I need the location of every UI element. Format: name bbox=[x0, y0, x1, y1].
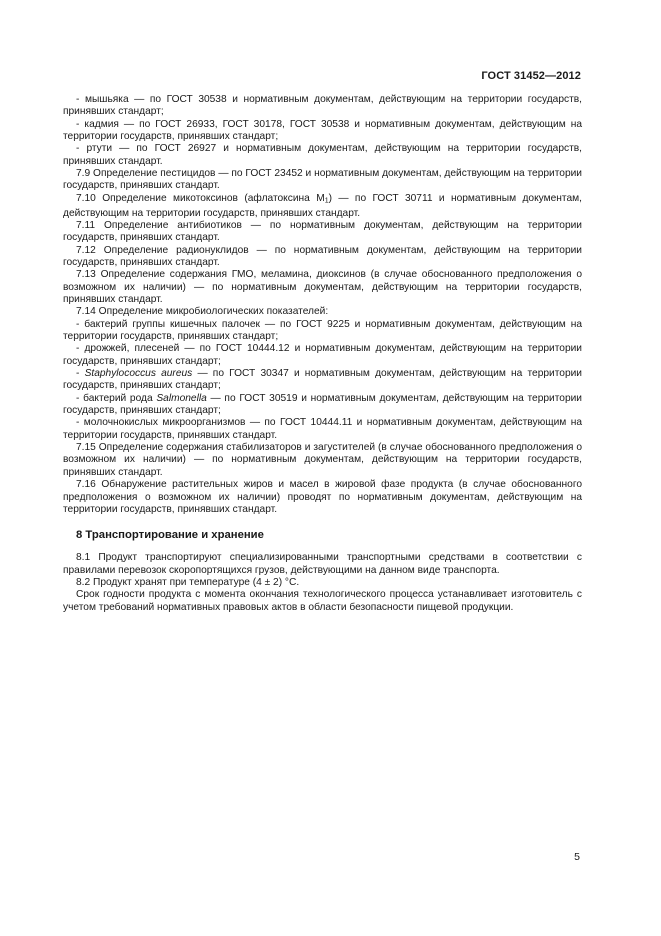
section-8-title: 8 Транспортирование и хранение bbox=[76, 529, 264, 542]
page-number: 5 bbox=[574, 851, 580, 863]
paragraph-arsenic: - мышьяка — по ГОСТ 30538 и нормативным документам, действующим на территории государств, принявших стандарт; bbox=[63, 94, 582, 118]
salmonella-prefix: - бактерий рода bbox=[76, 392, 157, 404]
salmonella-rest: — по ГОСТ 30519 и нормативным документам, действующим на территории государств, принявших стандарт; bbox=[63, 392, 582, 417]
paragraph-7-14: 7.14 Определение микробиологических показателей: bbox=[76, 306, 329, 318]
staph-prefix: - bbox=[76, 368, 85, 380]
paragraph-7-9: 7.9 Определение пестицидов — по ГОСТ 23452 и нормативным документам, действующим на территории государств, принявших стандарт. bbox=[63, 168, 582, 192]
staph-rest: — по ГОСТ 30347 и нормативным документам, действующим на территории государств, принявших стандарт; bbox=[63, 368, 582, 392]
paragraph-cadmium: - кадмия — по ГОСТ 26933, ГОСТ 30178, ГОСТ 30538 и нормативным документам, действующим на территории государств, принявших стандарт; bbox=[63, 118, 582, 143]
paragraph-7-13: 7.13 Определение содержания ГМО, меламина, диоксинов (в случае обоснованного предположения о возможном их наличии) — по нормативным документам, действующим на территории государств, принявших стандарт. bbox=[63, 269, 582, 305]
paragraph-mercury: - ртути — по ГОСТ 26927 и нормативным документам, действующим на территории государств, принявших стандарт. bbox=[63, 143, 582, 167]
paragraph-yeast-mold: - дрожжей, плесеней — по ГОСТ 10444.12 и нормативным документам, действующим на территории государств, принявших стандарт; bbox=[63, 343, 582, 367]
paragraph-staphylococcus bbox=[63, 368, 582, 393]
paragraph-8-1: 8.1 Продукт транспортируют специализированными транспортными средствами в соответствии с правилами перевозок скоропортящихся грузов, действующими на данном виде транспорта. bbox=[63, 552, 582, 576]
paragraph-7-10-end: ) — по ГОСТ 30711 и нормативным документам, действующим на территории государств, принявших стандарт. bbox=[63, 192, 582, 219]
paragraph-salmonella bbox=[63, 393, 582, 418]
paragraph-lactic: - молочнокислых микроорганизмов — по ГОСТ 10444.11 и нормативным документам, действующим на территории государств, принявших стандарт. bbox=[63, 417, 582, 441]
staph-species: Staphylococcus aureus bbox=[84, 368, 193, 380]
document-body bbox=[63, 94, 582, 614]
salmonella-genus: Salmonella bbox=[156, 392, 207, 404]
paragraph-7-12: 7.12 Определение радионуклидов — по нормативным документам, действующим на территории государств, принявших стандарт. bbox=[63, 244, 582, 268]
paragraph-8-2: 8.2 Продукт хранят при температуре (4 ± 2) °С. bbox=[76, 576, 300, 588]
paragraph-coliform: - бактерий группы кишечных палочек — по ГОСТ 9225 и нормативным документам, действующим на территории государств, принявших стандарт; bbox=[63, 318, 582, 343]
paragraph-7-10 bbox=[63, 193, 582, 220]
standard-header: ГОСТ 31452—2012 bbox=[481, 70, 581, 82]
paragraph-7-10-start: 7.10 Определение микотоксинов (афлатоксина M bbox=[76, 192, 325, 204]
paragraph-7-15: 7.15 Определение содержания стабилизаторов и загустителей (в случае обоснованного предположения о возможном их наличии) — по нормативным документам, действующим на территории государств, принявших стандарт. bbox=[63, 442, 582, 478]
aflatoxin-subscript: 1 bbox=[324, 197, 329, 205]
paragraph-shelf-life: Срок годности продукта с момента окончания технологического процесса устанавливает изготовитель с учетом требований нормативных правовых актов в области безопасности пищевой продукции. bbox=[63, 589, 582, 613]
paragraph-7-16: 7.16 Обнаружение растительных жиров и масел в жировой фазе продукта (в случае обоснованного предположения о возможном их наличии) проводят по нормативным документам, действующим на территории государств, принявших стандарт. bbox=[63, 479, 582, 515]
paragraph-7-11: 7.11 Определение антибиотиков — по нормативным документам, действующим на территории государств, принявших стандарт. bbox=[63, 219, 582, 244]
